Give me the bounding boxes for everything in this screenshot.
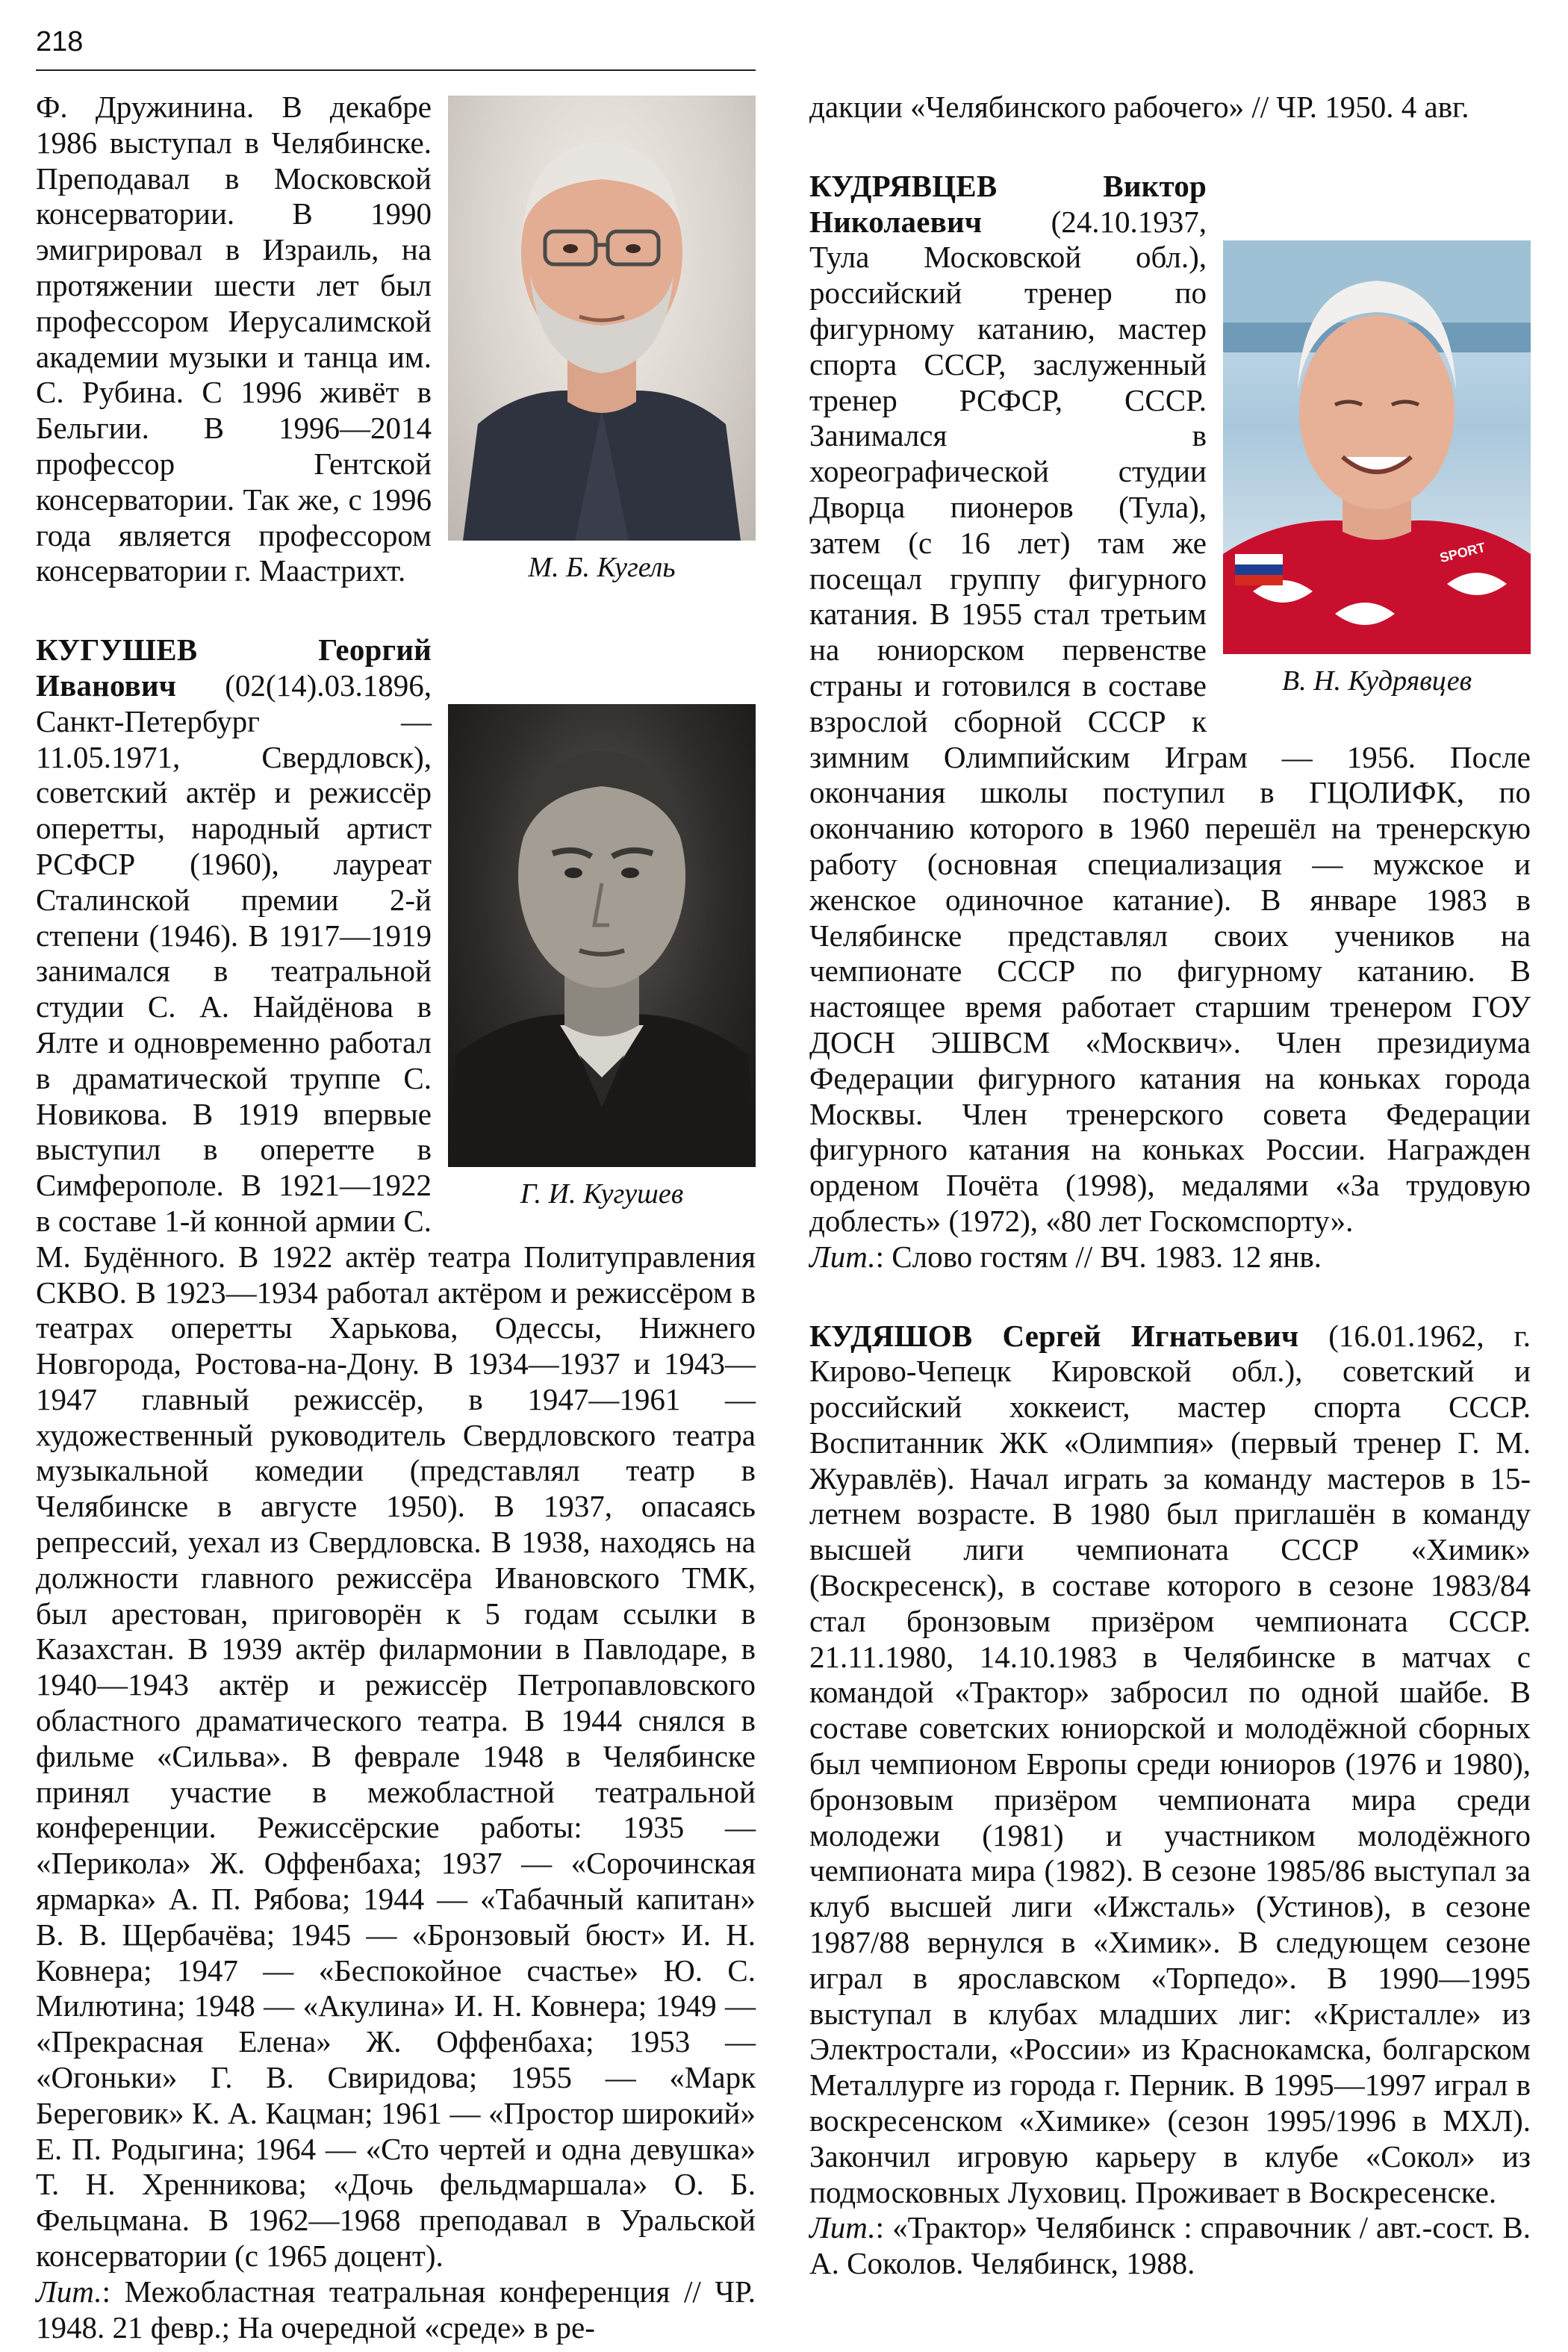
literature-label: Лит. — [809, 2210, 876, 2245]
literature-label: Лит. — [809, 1239, 876, 1274]
photo-caption-kugel: М. Б. Кугель — [528, 552, 676, 583]
entry-headword: КУДЯШОВ Сергей Игнатьевич — [809, 1318, 1299, 1353]
portrait-photo-kudryavtsev — [1223, 240, 1531, 654]
photo-figure-kugel — [448, 96, 756, 584]
entry-kugushev — [36, 632, 756, 2274]
entry-gap — [809, 125, 1531, 169]
page-number: 218 — [36, 26, 84, 57]
photo-caption-kugushev: Г. И. Кугушев — [520, 1178, 684, 1210]
continued-entry-text: Ф. Дружинина. В декабре 1986 выступал в Челябинске. Преподавал в Московской консерватории. В 1990 эмигрировал в Израиль, на протяжении шести лет был профессором Иерусалимской академии музыки и танца им. С. Рубина. С 1996 живёт в Бельгии. В 1996—2014 профессор Гентской консерватории. Так же, с 1996 года является профессором консерватории г. Маастрихт. — [36, 90, 432, 588]
right-column — [809, 90, 1531, 2282]
entry-kudyashov — [809, 1319, 1531, 2211]
entry-headword: КУГУШЕВ Георгий Иванович — [36, 632, 432, 703]
jacket-logo-text: SPORT — [1438, 539, 1487, 566]
literature-label: Лит. — [36, 2274, 102, 2309]
entry-body: (16.01.1962, г. Кирово-Чепецк Кировской обл.), советский и российский хоккеист, мастер спорта СССР. Воспитанник ЖК «Олимпия» (первый тренер Г. М. Журавлёв). Начал играть за команду мастеров в 15-летнем возрасте. В 1980 был приглашён в команду высшей лиги чемпионата СССР «Химик» (Воскресенск), в составе которого в сезоне 1983/84 стал бронзовым призёром чемпионата СССР. 21.11.1980, 14.10.1983 в Челябинске в матчах с командой «Трактор» забросил по одной шайбе. В составе советских юниорской и молодёжной сборных был чемпионом Европы среди юниоров (1976 и 1980), бронзовым призёром чемпионата мира среди молодежи (1981) и участником молодёжного чемпионата мира (1982). В сезоне 1985/86 выступал за клуб высшей лиги «Ижсталь» (Устинов), в сезоне 1987/88 вернулся в «Химик». В следующем сезоне играл в ярославском «Торпедо». В 1990—1995 выступал в клубах младших лиг: «Кристалле» из Электростали, «России» из Краснокамска, болгарском Металлурге из города г. Перник. В 1995—1997 играл в воскресенском «Химике» (сезон 1995/1996 в МХЛ). Закончил игровую карьеру в клубе «Сокол» из подмосковных Луховиц. Проживает в Воскресенске. — [809, 1318, 1531, 2209]
entry-literature — [809, 1239, 1531, 1275]
entry-literature — [809, 2210, 1531, 2282]
entry-body: (24.10.1937, Тула Московской обл.), российский тренер по фигурному катанию, мастер спорта СССР, заслуженный тренер РСФСР, СССР. Занимался в хореографической студии Дворца пионеров (Тула), затем (с 16 лет) там же посещал группу фигурного катания. В 1955 стал третьим на юниорском первенстве страны и готовился в составе взрослой сборной СССР к зимним Олимпийским Играм — 1956. После окончания школы поступил в ГЦОЛИФК, по окончанию которого в 1960 перешёл на тренерскую работу (основная специализация — мужское и женское одиночное катание). В январе 1983 в Челябинске представлял своих учеников на чемпионате СССР по фигурному катанию. В настоящее время работает старшим тренером ГОУ ДОСН ЭШВСМ «Москвич». Член президиума Федерации фигурного катания на коньках города Москвы. Член тренерского совета Федерации фигурного катания на коньках России. Награжден орденом Почёта (1998), медалями «За трудовую доблесть» (1972), «80 лет Госкомспорту». — [809, 204, 1531, 1238]
entry-headword: КУДРЯВЦЕВ Виктор Николаевич — [809, 168, 1207, 239]
photo-figure-kugushev — [448, 704, 756, 1210]
literature-text: : Межобластная театральная конференция // ЧР. 1948. 21 февр.; На очередной «среде» в ре- — [36, 2274, 756, 2345]
left-column — [36, 90, 756, 2345]
literature-text: : Слово гостям // ВЧ. 1983. 12 янв. — [875, 1239, 1322, 1274]
portrait-photo-kugushev — [448, 704, 756, 1167]
header-rule — [36, 69, 756, 71]
photo-caption-kudryavtsev: В. Н. Кудрявцев — [1281, 665, 1472, 697]
entry-body: (02(14).03.1896, Санкт-Петербург — 11.05.1971, Свердловск), советский актёр и режиссёр оперетты, народный артист РСФСР (1960), лауреат Сталинской премии 2-й степени (1946). В 1917—1919 занимался в театральной студии С. А. Найдёнова в Ялте и одновременно работал в драматической труппе С. Новикова. В 1919 впервые выступил в оперетте в Симферополе. В 1921—1922 в составе 1-й конной армии С. М. Будённого. В 1922 актёр театра Политуправления СКВО. В 1923—1934 работал актёром и режиссёром в театрах оперетты Харькова, Одессы, Нижнего Новгорода, Ростова-на-Дону. В 1934—1937 и 1943—1947 главный режиссёр, в 1947—1961 — художественный руководитель Свердловского театра музыкальной комедии (представлял театр в Челябинске в августе 1950). В 1937, опасаясь репрессий, уехал из Свердловска. В 1938, находясь на должности главного режиссёра Ивановского ТМК, был арестован, приговорён к 5 годам ссылки в Казахстан. В 1939 актёр филармонии в Павлодаре, в 1940—1943 актёр и режиссёр Петропавловского областного драматического театра. В 1944 снялся в фильме «Сильва». В феврале 1948 в Челябинске принял участие в межобластной театральной конференции. Режиссёрские работы: 1935 — «Перикола» Ж. Оффенбаха; 1937 — «Сорочинская ярмарка» А. П. Рябова; 1944 — «Табачный капитан» В. В. Щербачёва; 1945 — «Бронзовый бюст» И. Н. Ковнера; 1947 — «Беспокойное счастье» Ю. С. Милютина; 1948 — «Акулина» И. Н. Ковнера; 1949 — «Прекрасная Елена» Ж. Оффенбаха; 1953 — «Огоньки» Г. В. Свиридова; 1955 — «Марк Береговик» К. А. Кацман; 1961 — «Простор широкий» Е. П. Родыгина; 1964 — «Сто чертей и одна девушка» Т. Н. Хренникова; «Дочь фельдмаршала» О. Б. Фельцмана. В 1962—1968 преподавал в Уральской консерватории (с 1965 доцент). — [36, 668, 756, 2274]
portrait-photo-kugel — [448, 96, 756, 541]
entry-gap — [809, 1275, 1531, 1319]
entry-literature — [36, 2274, 756, 2346]
entry-kudryavtsev — [809, 169, 1531, 1239]
photo-figure-kudryavtsev — [1223, 240, 1531, 697]
literature-text: : «Трактор» Челябинск : справочник / авт.-сост. В. А. Соколов. Челябинск, 1988. — [809, 2210, 1531, 2281]
continued-entry-text: дакции «Челябинского рабочего» // ЧР. 1950. 4 авг. — [809, 90, 1469, 124]
entry-gap — [36, 589, 756, 632]
